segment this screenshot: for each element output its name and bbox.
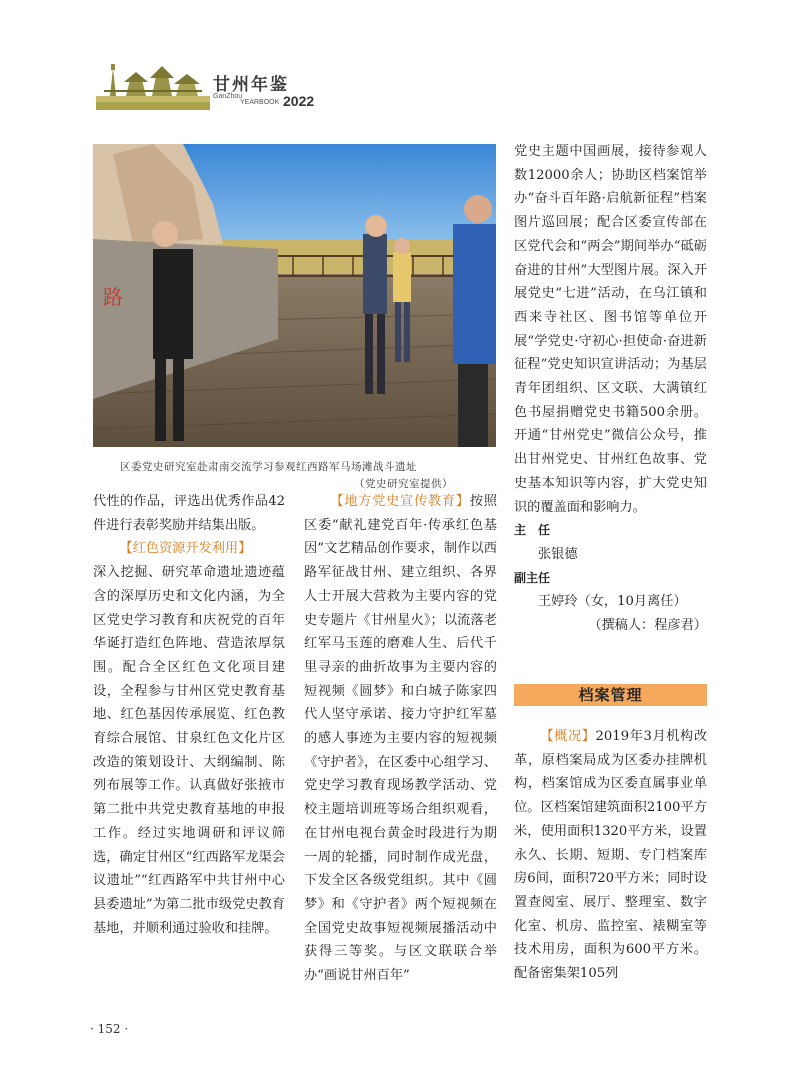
director-label: 主 任	[514, 523, 551, 538]
col1-paragraph-2: 深入挖掘、研究革命遗址遗迹蕴含的深厚历史和文化内涵，为全区党史学习教育和庆祝党的百年华诞打造红色阵地、营造浓厚氛围。配合全区红色文化项目建设，全程参与甘州区党史教育基地、红色基因传承展览、红色教育综合展馆、甘泉红色文化片区改造的策划设计、大纲编制、陈列布展等工作。认真做好张掖市第二批中共党史教育基地的申报工作。经过实地调研和评议筛选，确定甘州区“红西路军龙渠会议遗址”“红西路军中共甘州中心县委遗址”为第二批市级党史教育基地，并顺利通过验收和挂牌。	[93, 565, 285, 936]
photo-caption: 区委党史研究室赴肃南交流学习参观红西路军马场滩战斗遗址	[120, 461, 417, 473]
deputy-director-label: 副主任	[514, 570, 551, 585]
photo-credit: （党史研究室提供）	[354, 478, 453, 490]
column-3	[514, 140, 707, 638]
col1-paragraph-1: 代性的作品，评选出优秀作品42件进行表彰奖励并结集出版。	[93, 494, 285, 533]
yearbook-logo-illustration	[96, 58, 210, 110]
deputy-director-name: 王婷玲（女，10月离任）	[538, 594, 687, 610]
yearbook-subtitle-yearbook: YEARBOOK	[240, 99, 280, 106]
yearbook-subtitle-ganzhou: GanZhou	[213, 93, 243, 100]
col2-heading-local-history: 【地方党史宣传教育】	[330, 494, 470, 509]
archives-heading-overview: 【概况】	[540, 729, 596, 744]
col2-paragraph-1	[304, 490, 497, 988]
col3-paragraph-1: 党史主题中国画展，接待参观人数12000余人；协助区档案馆举办“奋斗百年路·启航新征程”档案图片巡回展；配合区委宣传部在区党代会和“两会”期间举办“砥砺奋进的甘州”大型图片展。深入开展党史“七进”活动，在乌江镇和西来寺社区、图书馆等单位开展“学党史·守初心·担使命·奋进新征程”党史知识宣讲活动；为基层青年团组织、区文联、大满镇红色书屋捐赠党史书籍500余册。开通“甘州党史”微信公众号，推出甘州党史、甘州红色故事、党史基本知识等内容，扩大党史知识的覆盖面和影响力。	[514, 144, 707, 515]
article-author: （撰稿人：程彦君）	[588, 618, 707, 634]
archives-section	[514, 725, 707, 986]
archives-paragraph-text: 2019年3月机构改革，原档案局成为区委办挂牌机构，档案馆成为区委直属事业单位。区档案馆建筑面积2100平方米，使用面积1320平方米，设置永久、长期、短期、专门档案库房6间，面积720平方米；同时设置查阅室、展厅、整理室、数字化室、机房、监控室、裱糊室等技术用房，面积为600平方米。配备密集架105列	[514, 729, 708, 982]
col1-heading-red-resources: 【红色资源开发利用】	[119, 541, 252, 557]
archives-paragraph-1	[514, 725, 707, 986]
news-photo	[93, 144, 496, 447]
column-2	[304, 490, 497, 988]
section-heading-archives: 档案管理	[514, 684, 707, 706]
column-1	[93, 490, 285, 940]
director-name: 张银德	[538, 546, 578, 562]
page-number: · 152 ·	[90, 1022, 129, 1036]
col2-paragraph-text: 按照区委“献礼建党百年·传承红色基因”文艺精品创作要求，制作以西路军征战甘州、建立组织、各界人士开展大营救为主要内容的党史专题片《甘州星火》；以流落老红军马玉莲的磨难人生、后代千里寻亲的曲折故事为主要内容的短视频《圆梦》和白城子陈家四代人坚守承诺、接力守护红军墓的感人事迹为主要内容的短视频《守护者》，在区委中心组学习、党史学习教育现场教学活动、党校主题培训班等场合组织观看，在甘州电视台黄金时段进行为期一周的轮播，同时制作成光盘，下发全区各级党组织。其中《圆梦》和《守护者》两个短视频在全国党史故事短视频展播活动中获得三等奖。与区文联联合举办“画说甘州百年”	[304, 494, 498, 984]
yearbook-year: 2022	[283, 93, 315, 109]
monument-inscription: 路	[103, 285, 123, 309]
yearbook-title: 甘州年鉴	[213, 75, 289, 95]
